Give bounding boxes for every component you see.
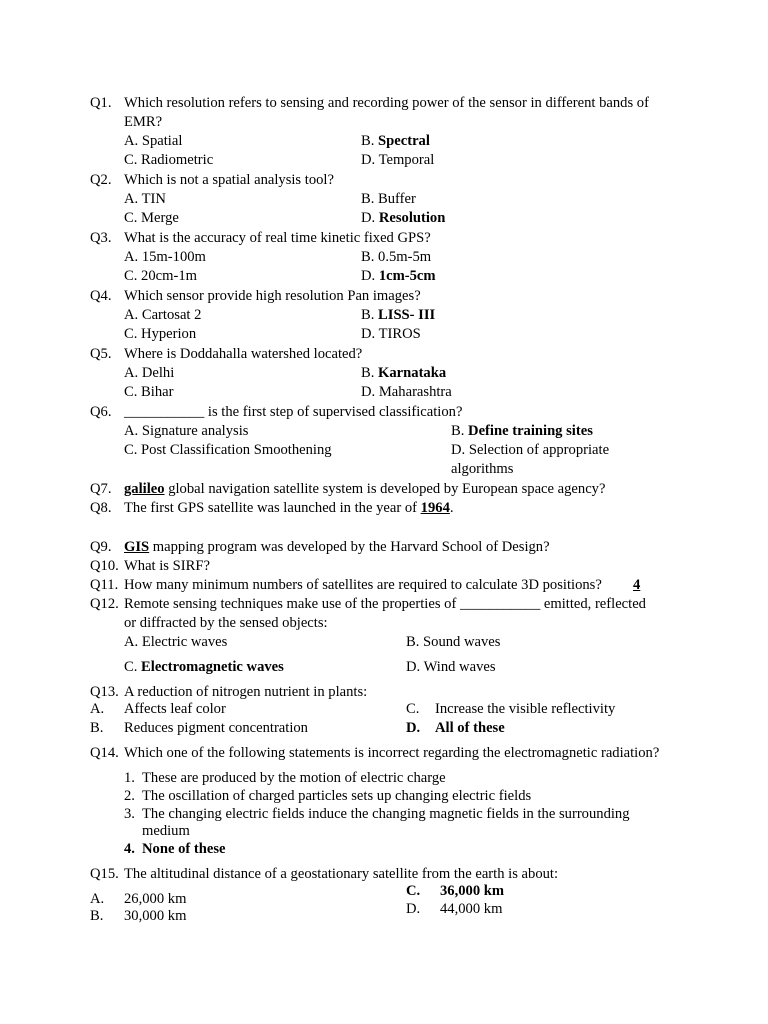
list-item: These are produced by the motion of electric charge (142, 770, 446, 786)
option-c-letter: C. (406, 701, 420, 717)
correct-answer: 1964 (420, 500, 450, 516)
option-d: 44,000 km (440, 901, 503, 917)
option-d: D. TIROS (361, 326, 421, 342)
option-a: 26,000 km (124, 891, 187, 907)
correct-answer: All of these (435, 720, 505, 736)
option-b-letter: B. (90, 720, 104, 736)
option-a-letter: A. (90, 701, 105, 717)
option-d-letter: D. (406, 901, 421, 917)
question-number: Q13. (90, 684, 119, 700)
question-text: Where is Doddahalla watershed located? (124, 346, 363, 362)
question-number: Q5. (90, 346, 112, 362)
correct-answer: Spectral (378, 133, 430, 149)
option-d-letter: D. (406, 720, 421, 736)
question-number: Q10. (90, 558, 119, 574)
question-number: Q2. (90, 172, 112, 188)
question-text: How many minimum numbers of satellites are required to calculate 3D positions? (124, 577, 602, 593)
question-text: Which one of the following statements is incorrect regarding the electromagnetic radiation? (124, 745, 660, 761)
question-number: Q1. (90, 95, 112, 111)
option-b: 30,000 km (124, 908, 187, 924)
question-number: Q6. (90, 404, 112, 420)
option-d: D. Resolution (361, 210, 446, 226)
list-item: The changing electric fields induce the changing magnetic fields in the surrounding (142, 806, 630, 822)
correct-answer: None of these (142, 841, 226, 857)
option-d: D. Temporal (361, 152, 435, 168)
correct-answer: galileo (124, 481, 165, 497)
option-a: A. Electric waves (124, 634, 228, 650)
option-c: C. Merge (124, 210, 179, 226)
question-number: Q15. (90, 866, 119, 882)
option-a: A. Signature analysis (124, 423, 249, 439)
option-b: B. 0.5m-5m (361, 249, 432, 265)
option-c: C. 20cm-1m (124, 268, 197, 284)
correct-answer: Electromagnetic waves (141, 659, 284, 675)
correct-answer: Karnataka (378, 365, 447, 381)
question-number: Q14. (90, 745, 119, 761)
question-text: or diffracted by the sensed objects: (124, 615, 328, 631)
option-a: Affects leaf color (124, 701, 226, 717)
correct-answer: 36,000 km (440, 883, 505, 899)
correct-answer: Resolution (378, 210, 446, 226)
option-b: Reduces pigment concentration (124, 720, 308, 736)
list-item-number: 3. (124, 806, 135, 822)
question-text: A reduction of nitrogen nutrient in plants: (124, 684, 368, 700)
option-d-cont: algorithms (451, 461, 514, 477)
option-b: B. Spectral (361, 133, 430, 149)
question-text: Remote sensing techniques make use of the properties of ___________ emitted, reflected (124, 596, 646, 612)
option-c: C. Bihar (124, 384, 174, 400)
correct-answer: GIS (124, 539, 150, 555)
option-d: D. Wind waves (406, 659, 496, 675)
correct-answer: LISS- III (378, 307, 436, 323)
correct-answer: 1cm-5cm (378, 268, 436, 284)
question-number: Q8. (90, 500, 112, 516)
option-b: B. LISS- III (361, 307, 436, 323)
option-b: B. Buffer (361, 191, 416, 207)
list-item-number: 4. (124, 841, 135, 857)
question-number: Q9. (90, 539, 112, 555)
option-b: B. Karnataka (361, 365, 447, 381)
question-text: EMR? (124, 114, 163, 130)
question-text: Which resolution refers to sensing and recording power of the sensor in different bands of (124, 95, 649, 111)
option-b: B. Define training sites (451, 423, 593, 439)
option-c: C. Post Classification Smoothening (124, 442, 332, 458)
question-text: The altitudinal distance of a geostationary satellite from the earth is about: (124, 866, 559, 882)
option-b-letter: B. (90, 908, 104, 924)
question-text: GIS mapping program was developed by the Harvard School of Design? (124, 539, 550, 555)
list-item-number: 2. (124, 788, 135, 804)
option-c-letter: C. (406, 883, 421, 899)
list-item-number: 1. (124, 770, 135, 786)
option-b: B. Sound waves (406, 634, 501, 650)
question-text: What is SIRF? (124, 558, 210, 574)
question-text: The first GPS satellite was launched in the year of 1964. (124, 500, 454, 516)
question-text: ___________ is the first step of supervised classification? (124, 404, 463, 420)
question-number: Q3. (90, 230, 112, 246)
correct-answer: 4 (633, 577, 641, 593)
option-c: C. Electromagnetic waves (124, 659, 284, 675)
question-text: galileo global navigation satellite system is developed by European space agency? (124, 481, 606, 497)
question-number: Q4. (90, 288, 112, 304)
question-number: Q12. (90, 596, 119, 612)
list-item: The oscillation of charged particles sets up changing electric fields (142, 788, 532, 804)
option-d: D. Selection of appropriate (451, 442, 610, 458)
option-d: D. 1cm-5cm (361, 268, 436, 284)
question-text: Which is not a spatial analysis tool? (124, 172, 334, 188)
option-a: A. TIN (124, 191, 166, 207)
question-number: Q7. (90, 481, 112, 497)
question-text: What is the accuracy of real time kinetic fixed GPS? (124, 230, 431, 246)
question-number: Q11. (90, 577, 119, 593)
correct-answer: Define training sites (468, 423, 593, 439)
list-item-cont: medium (142, 823, 190, 839)
option-a: A. 15m-100m (124, 249, 206, 265)
option-a-letter: A. (90, 891, 105, 907)
option-d: D. Maharashtra (361, 384, 452, 400)
option-c: C. Hyperion (124, 326, 197, 342)
option-a: A. Delhi (124, 365, 175, 381)
question-text: Which sensor provide high resolution Pan images? (124, 288, 421, 304)
option-c: C. Radiometric (124, 152, 214, 168)
option-a: A. Cartosat 2 (124, 307, 202, 323)
option-c: Increase the visible reflectivity (435, 701, 616, 717)
option-a: A. Spatial (124, 133, 183, 149)
